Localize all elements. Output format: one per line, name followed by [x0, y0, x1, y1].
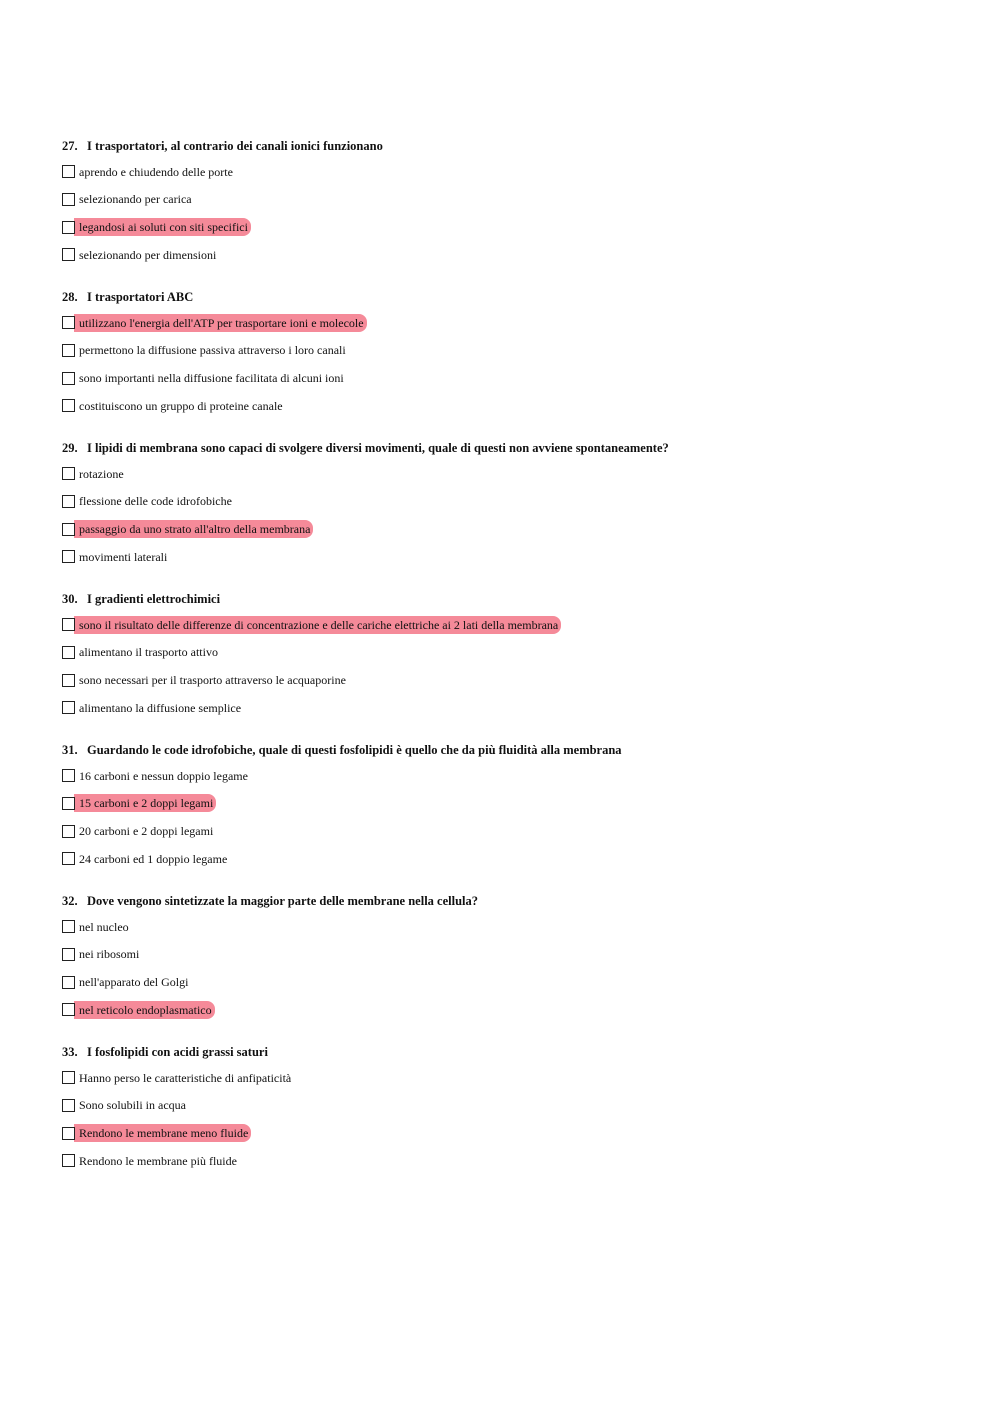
answer-text: costituiscono un gruppo di proteine canale [79, 398, 283, 413]
question-title [62, 438, 962, 458]
answer-checkbox[interactable] [62, 344, 75, 357]
answer-text: rotazione [79, 466, 124, 481]
answer-checkbox[interactable] [62, 852, 75, 865]
answer-option[interactable] [62, 694, 962, 722]
answer-checkbox[interactable] [62, 769, 75, 782]
question-number: 29. [62, 441, 78, 455]
question-number: 27. [62, 139, 78, 153]
answer-option[interactable] [62, 762, 962, 790]
question-title [62, 136, 962, 156]
answer-option[interactable] [62, 639, 962, 667]
answer-option[interactable] [62, 790, 962, 818]
answer-text: sono il risultato delle differenze di concentrazione e delle cariche elettriche ai 2 lati della membrana [74, 616, 561, 634]
answer-option[interactable] [62, 666, 962, 694]
question-block [62, 287, 962, 438]
question-block [62, 740, 962, 891]
answer-text: selezionando per carica [79, 192, 192, 207]
answer-option[interactable] [62, 515, 962, 543]
answer-checkbox[interactable] [62, 1071, 75, 1084]
answer-text: permettono la diffusione passiva attraverso i loro canali [79, 343, 346, 358]
options-list [62, 1064, 962, 1175]
answer-option[interactable] [62, 488, 962, 516]
answer-checkbox[interactable] [62, 1003, 75, 1016]
answer-checkbox[interactable] [62, 193, 75, 206]
answer-checkbox[interactable] [62, 165, 75, 178]
answer-checkbox[interactable] [62, 523, 75, 536]
answer-checkbox[interactable] [62, 316, 75, 329]
question-block [62, 1042, 962, 1193]
answer-text: Hanno perso le caratteristiche di anfipaticità [79, 1070, 292, 1085]
question-block [62, 891, 962, 1042]
answer-option[interactable] [62, 941, 962, 969]
answer-option[interactable] [62, 186, 962, 214]
answer-text: 24 carboni ed 1 doppio legame [79, 851, 228, 866]
quiz-page [62, 136, 962, 1193]
answer-text: Sono solubili in acqua [79, 1098, 186, 1113]
answer-text: 16 carboni e nessun doppio legame [79, 768, 248, 783]
question-number: 32. [62, 894, 78, 908]
answer-checkbox[interactable] [62, 221, 75, 234]
answer-checkbox[interactable] [62, 372, 75, 385]
answer-option[interactable] [62, 460, 962, 488]
answer-text: 20 carboni e 2 doppi legami [79, 824, 214, 839]
question-title [62, 891, 962, 911]
answer-option[interactable] [62, 241, 962, 269]
options-list [62, 309, 962, 420]
answer-option[interactable] [62, 1064, 962, 1092]
answer-text: selezionando per dimensioni [79, 247, 217, 262]
answer-checkbox[interactable] [62, 1154, 75, 1167]
answer-checkbox[interactable] [62, 976, 75, 989]
answer-text: 15 carboni e 2 doppi legami [74, 794, 216, 812]
answer-text: movimenti laterali [79, 549, 168, 564]
options-list [62, 762, 962, 873]
question-block [62, 438, 962, 589]
answer-text: utilizzano l'energia dell'ATP per trasportare ioni e molecole [74, 314, 367, 332]
answer-option[interactable] [62, 968, 962, 996]
answer-option[interactable] [62, 996, 962, 1024]
answer-checkbox[interactable] [62, 1127, 75, 1140]
answer-text: alimentano il trasporto attivo [79, 645, 218, 660]
answer-option[interactable] [62, 392, 962, 420]
answer-checkbox[interactable] [62, 948, 75, 961]
answer-text: sono importanti nella diffusione facilitata di alcuni ioni [79, 371, 344, 386]
answer-text: Rendono le membrane meno fluide [74, 1124, 251, 1142]
question-number: 31. [62, 743, 78, 757]
answer-text: flessione delle code idrofobiche [79, 494, 232, 509]
answer-text: nell'apparato del Golgi [79, 975, 189, 990]
answer-option[interactable] [62, 1092, 962, 1120]
question-title [62, 589, 962, 609]
answer-option[interactable] [62, 817, 962, 845]
answer-checkbox[interactable] [62, 920, 75, 933]
options-list [62, 611, 962, 722]
answer-text: passaggio da uno strato all'altro della membrana [74, 520, 313, 538]
answer-checkbox[interactable] [62, 248, 75, 261]
answer-checkbox[interactable] [62, 646, 75, 659]
answer-checkbox[interactable] [62, 550, 75, 563]
answer-option[interactable] [62, 309, 962, 337]
answer-checkbox[interactable] [62, 1099, 75, 1112]
question-title [62, 740, 962, 760]
answer-option[interactable] [62, 1119, 962, 1147]
answer-text: nei ribosomi [79, 947, 140, 962]
answer-option[interactable] [62, 1147, 962, 1175]
answer-option[interactable] [62, 845, 962, 873]
answer-checkbox[interactable] [62, 797, 75, 810]
answer-text: nel nucleo [79, 919, 129, 934]
options-list [62, 913, 962, 1024]
answer-checkbox[interactable] [62, 399, 75, 412]
answer-option[interactable] [62, 543, 962, 571]
question-number: 30. [62, 592, 78, 606]
question-text: Guardando le code idrofobiche, quale di questi fosfolipidi è quello che da più fluidità alla membrana [87, 743, 622, 757]
answer-text: aprendo e chiudendo delle porte [79, 164, 233, 179]
question-text: I trasportatori, al contrario dei canali ionici funzionano [87, 139, 383, 153]
question-number: 28. [62, 290, 78, 304]
question-text: I gradienti elettrochimici [87, 592, 221, 606]
answer-option[interactable] [62, 611, 962, 639]
question-number: 33. [62, 1045, 78, 1059]
options-list [62, 158, 962, 269]
answer-option[interactable] [62, 337, 962, 365]
question-block [62, 589, 962, 740]
answer-option[interactable] [62, 913, 962, 941]
answer-option[interactable] [62, 158, 962, 186]
question-text: I lipidi di membrana sono capaci di svolgere diversi movimenti, quale di questi non avviene spontaneamente? [87, 441, 669, 455]
question-title [62, 1042, 962, 1062]
answer-option[interactable] [62, 364, 962, 392]
question-text: Dove vengono sintetizzate la maggior parte delle membrane nella cellula? [87, 894, 479, 908]
question-text: I fosfolipidi con acidi grassi saturi [87, 1045, 268, 1059]
answer-checkbox[interactable] [62, 674, 75, 687]
answer-text: sono necessari per il trasporto attraverso le acquaporine [79, 673, 346, 688]
options-list [62, 460, 962, 571]
answer-checkbox[interactable] [62, 618, 75, 631]
answer-text: legandosi ai soluti con siti specifici [74, 218, 251, 236]
answer-option[interactable] [62, 213, 962, 241]
answer-text: alimentano la diffusione semplice [79, 700, 242, 715]
answer-checkbox[interactable] [62, 825, 75, 838]
question-title [62, 287, 962, 307]
answer-checkbox[interactable] [62, 701, 75, 714]
answer-checkbox[interactable] [62, 495, 75, 508]
question-block [62, 136, 962, 287]
answer-checkbox[interactable] [62, 467, 75, 480]
answer-text: Rendono le membrane più fluide [79, 1153, 237, 1168]
question-text: I trasportatori ABC [87, 290, 194, 304]
answer-text: nel reticolo endoplasmatico [74, 1001, 215, 1019]
